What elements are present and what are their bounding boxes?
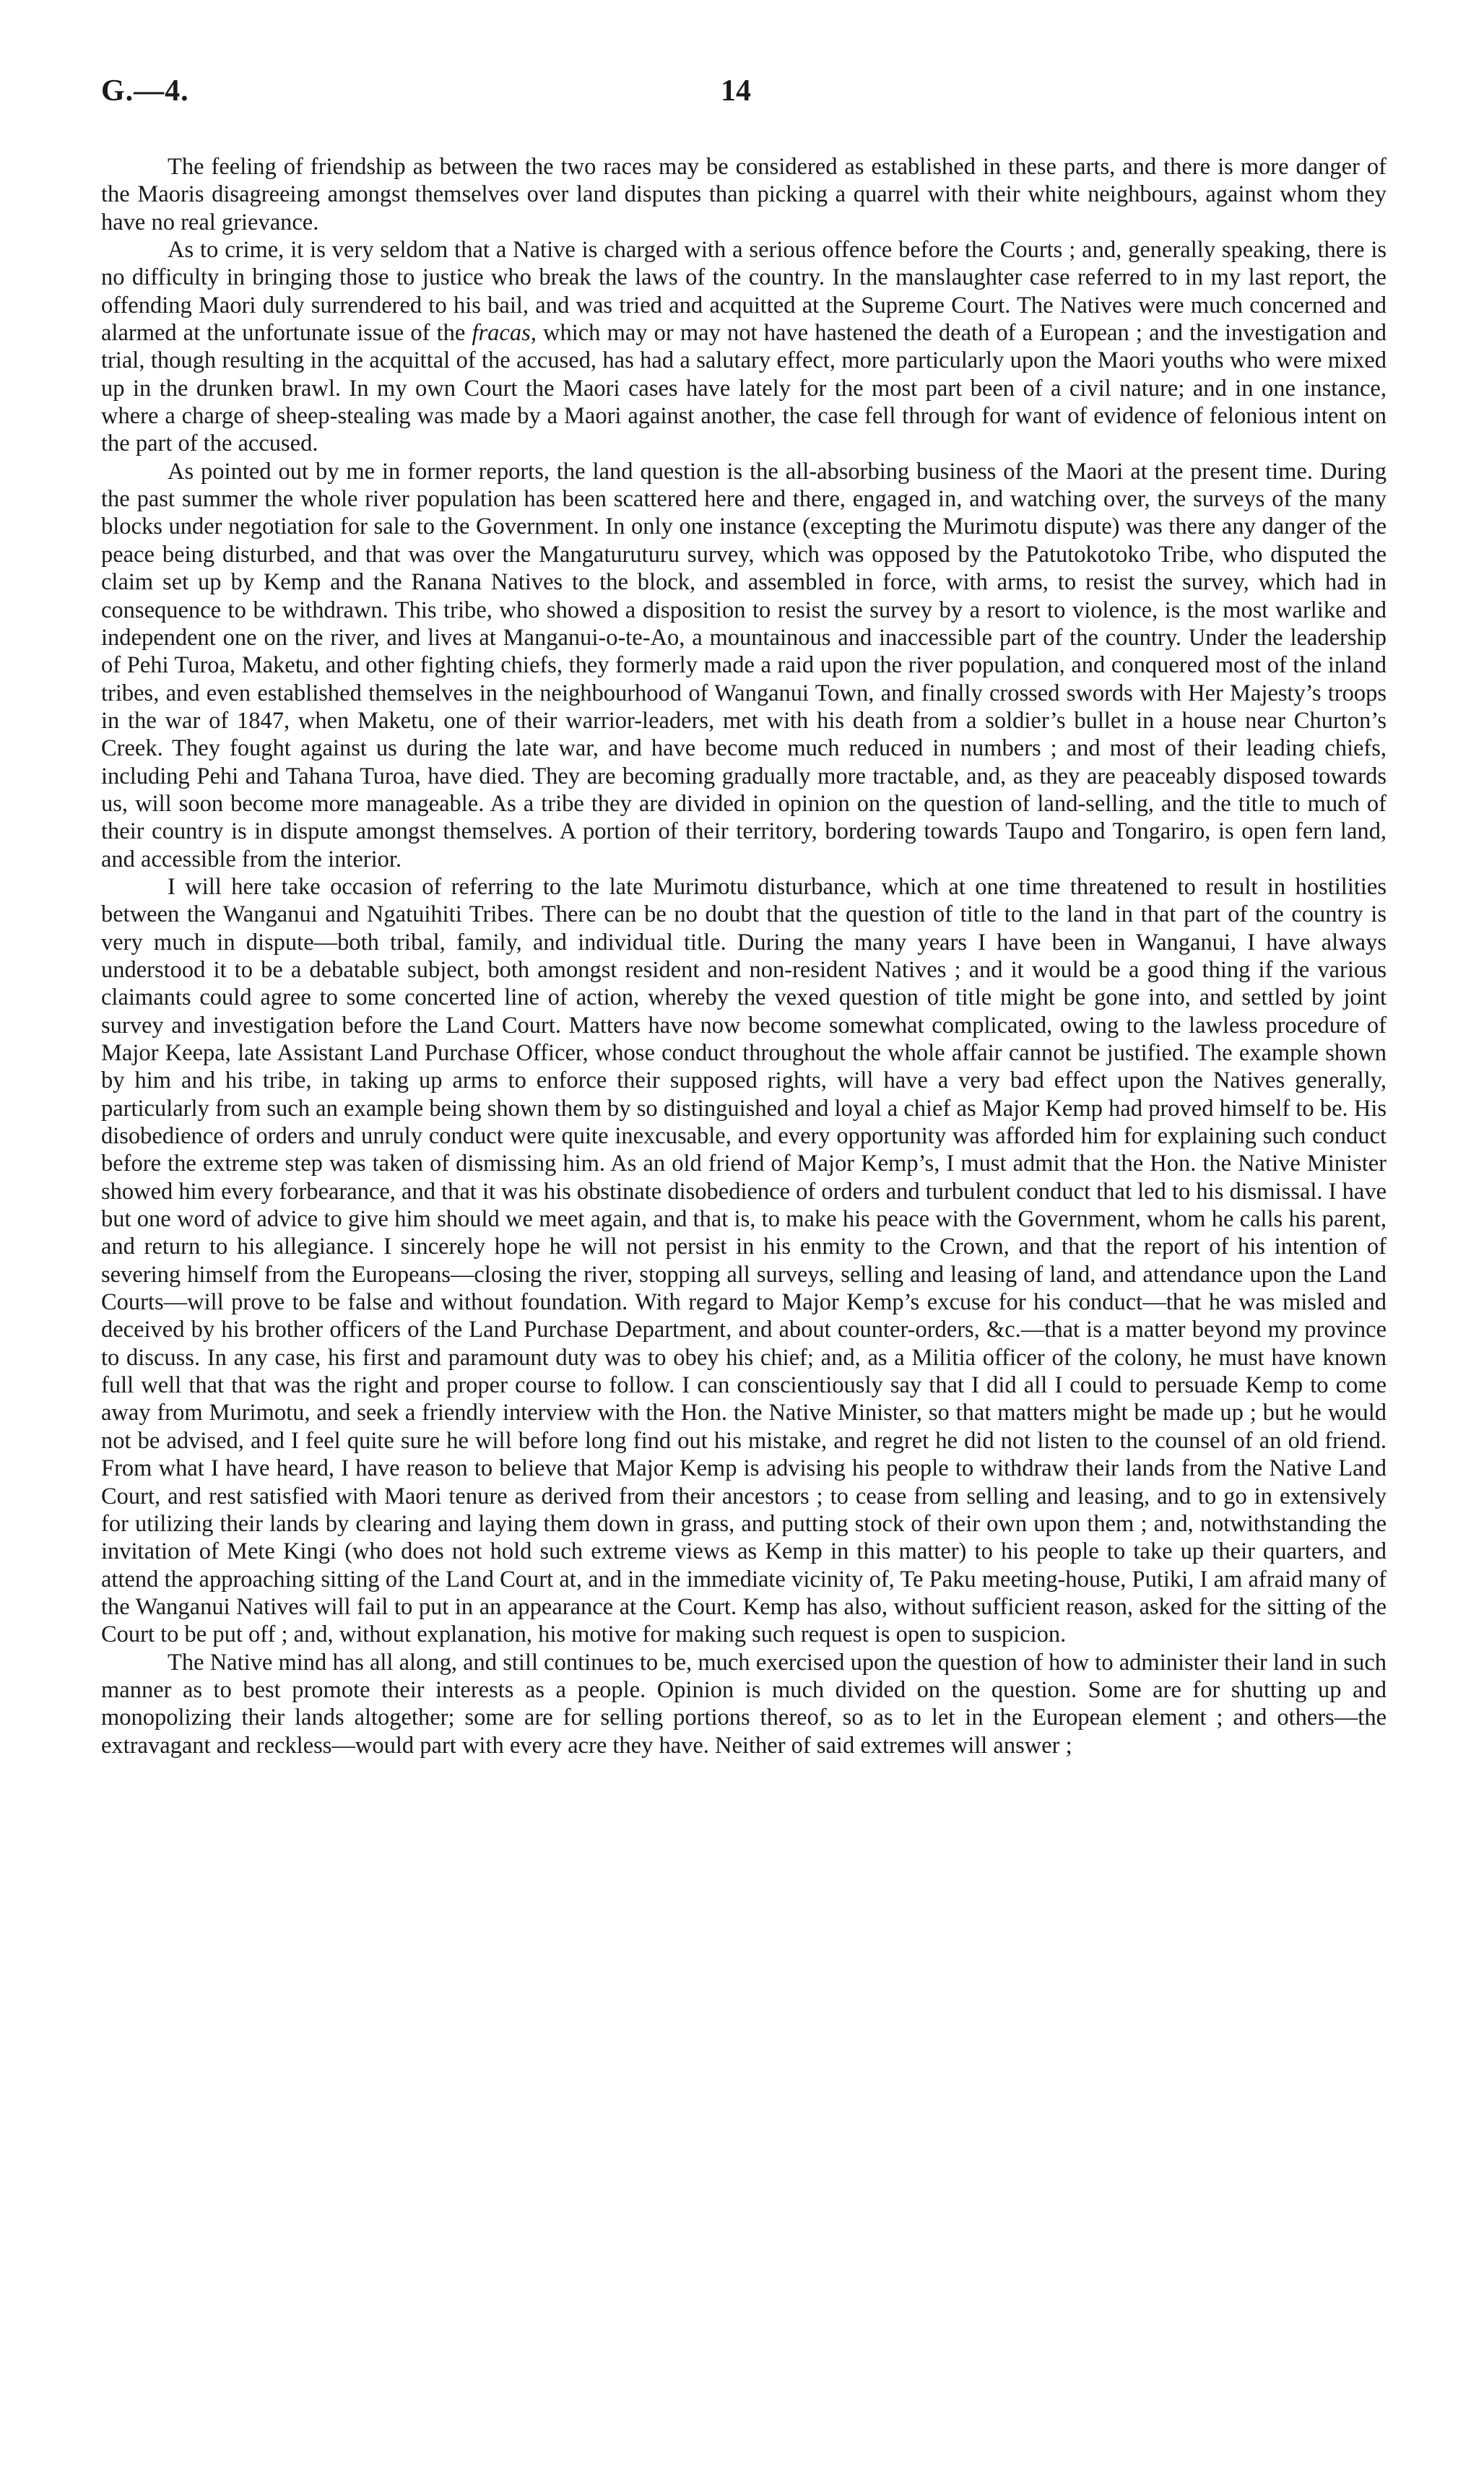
italic-term: fracas, <box>472 320 537 347</box>
paragraph-murimotu <box>101 873 1387 1649</box>
page-number: 14 <box>721 74 751 108</box>
paragraph-text: As to crime, it is very seldom that a Native is charged with a serious offence before the Courts ; and, generally speaking, there is no difficulty in bringing those to justice who break the laws of the country. In the manslaughter case referred to in my last report, the offending Maori duly surrendered to his bail, and was tried and acquitted at the Supreme Court. The Natives were much concerned and alarmed at the unfortunate issue of the <box>101 237 1387 347</box>
document-reference: G.—4. <box>101 74 189 108</box>
paragraph-native-mind <box>101 1649 1387 1759</box>
page-header <box>101 74 1394 117</box>
paragraph-text: As pointed out by me in former reports, the land question is the all-absorbing business of the Maori at the present time. During the past summer the whole river population has been scattered here and there, engaged in, and watching over, the surveys of the many blocks under negotiation for sale to the Government. In only one instance (excepting the Murimotu dispute) was there any danger of the peace being disturbed, and that was over the Mangaturuturu survey, which was opposed by the Patutokotoko Tribe, who disputed the claim set up by Kemp and the Ranana Natives to the block, and assembled in force, with arms, to resist the survey, which had in consequence to be withdrawn. This tribe, who showed a disposition to resist the survey by a resort to violence, is the most warlike and independent one on the river, and lives at Manganui-o-te-Ao, a mountainous and inaccessible part of the country. Under the leadership of Pehi Turoa, Maketu, and other fighting chiefs, they formerly made a raid upon the river population, and conquered most of the inland tribes, and even established themselves in the neighbourhood of Wanganui Town, and finally crossed swords with Her Majesty’s troops in the war of 1847, when Maketu, one of their warrior-leaders, met with his death from a soldier’s bullet in a house near Churton’s Creek. They fought against us during the late war, and have become much reduced in numbers ; and most of their leading chiefs, including Pehi and Tahana Turoa, have died. They are becoming gradually more tractable, and, as they are peaceably disposed towards us, will soon become more manageable. As a tribe they are divided in opinion on the question of land-selling, and the title to much of their country is in dispute amongst themselves. A portion of their territory, bordering towards Taupo and Tongariro, is open fern land, and accessible from the interior. <box>101 458 1387 872</box>
body-text <box>101 153 1387 1759</box>
paragraph-text: which may or may not have hastened the death of a European ; and the investigation and trial, though resulting in the acquittal of the accused, has had a salutary effect, more particularly upon the Maori youths who were mixed up in the drunken brawl. In my own Court the Maori cases have lately for the most part been of a civil nature; and in one instance, where a charge of sheep-stealing was made by a Maori against another, the case fell through for want of evidence of felonious intent on the part of the accused. <box>101 320 1387 457</box>
paragraph-text: I will here take occasion of referring to the late Murimotu disturbance, which at one time threatened to result in hostilities between the Wanganui and Ngatuihiti Tribes. There can be no doubt that the question of title to the land in that part of the country is very much in dispute—both tribal, family, and individual title. During the many years I have been in Wanganui, I have always understood it to be a debatable subject, both amongst resident and non-resident Natives ; and it would be a good thing if the various claimants could agree to some concerted line of action, whereby the vexed question of title might be gone into, and settled by joint survey and investigation before the Land Court. Matters have now become somewhat complicated, owing to the lawless procedure of Major Keepa, late Assistant Land Purchase Officer, whose conduct throughout the whole affair cannot be justified. The example shown by him and his tribe, in taking up arms to enforce their supposed rights, will have a very bad effect upon the Natives generally, particularly from such an example being shown them by so distinguished and loyal a chief as Major Kemp had proved himself to be. His disobedience of orders and unruly conduct were quite inexcusable, and every opportunity was afforded him for explaining such conduct before the extreme step was taken of dismissing him. As an old friend of Major Kemp’s, I must admit that the Hon. the Native Minister showed him every forbearance, and that it was his obstinate disobedience of orders and turbulent conduct that led to his dismissal. I have but one word of advice to give him should we meet again, and that is, to make his peace with the Government, whom he calls his parent, and return to his allegiance. I sincerely hope he will not persist in his enmity to the Crown, and that the report of his intention of severing himself from the Europeans—closing the river, stopping all surveys, selling and leasing of land, and attendance upon the Land Courts—will prove to be false and without foundation. With regard to Major Kemp’s excuse for his conduct—that he was misled and deceived by his brother officers of the Land Purchase Department, and about counter-orders, &c.—that is a matter beyond my province to discuss. In any case, his first and paramount duty was to obey his chief; and, as a Militia officer of the colony, he must have known full well that that was the right and proper course to follow. I can conscientiously say that I did all I could to persuade Kemp to come away from Murimotu, and seek a friendly interview with the Hon. the Native Minister, so that matters might be made up ; but he would not be advised, and I feel quite sure he will before long find out his mistake, and regret he did not listen to the counsel of an old friend. From what I have heard, I have reason to believe that Major Kemp is advising his people to withdraw their lands from the Native Land Court, and rest satisfied with Maori tenure as derived from their ancestors ; to cease from selling and leasing, and to go in extensively for utilizing their lands by clearing and laying them down in grass, and putting stock of their own upon them ; and, notwithstanding the invitation of Mete Kingi (who does not hold such extreme views as Kemp in this matter) to his people to take up their quarters, and attend the approaching sitting of the Land Court at, and in the immediate vicinity of, Te Paku meeting-house, Putiki, I am afraid many of the Wanganui Natives will fail to put in an appearance at the Court. Kemp has also, without sufficient reason, asked for the sitting of the Court to be put off ; and, without explanation, his motive for making such request is open to suspicion. <box>101 873 1387 1648</box>
paragraph-land-question <box>101 458 1387 873</box>
paragraph-text: The feeling of friendship as between the two races may be considered as established in these parts, and there is more danger of the Maoris disagreeing amongst themselves over land disputes than picking a quarrel with their white neighbours, against whom they have no real grievance. <box>101 154 1387 235</box>
paragraph-friendship <box>101 153 1387 236</box>
paragraph-text: The Native mind has all along, and still continues to be, much exercised upon the question of how to administer their land in such manner as to best promote their interests as a people. Opinion is much divided on the question. Some are for shutting up and monopolizing their lands altogether; some are for selling portions thereof, so as to let in the European element ; and others—the extravagant and reckless—would part with every acre they have. Neither of said extremes will answer ; <box>101 1649 1387 1759</box>
paragraph-crime <box>101 236 1387 458</box>
